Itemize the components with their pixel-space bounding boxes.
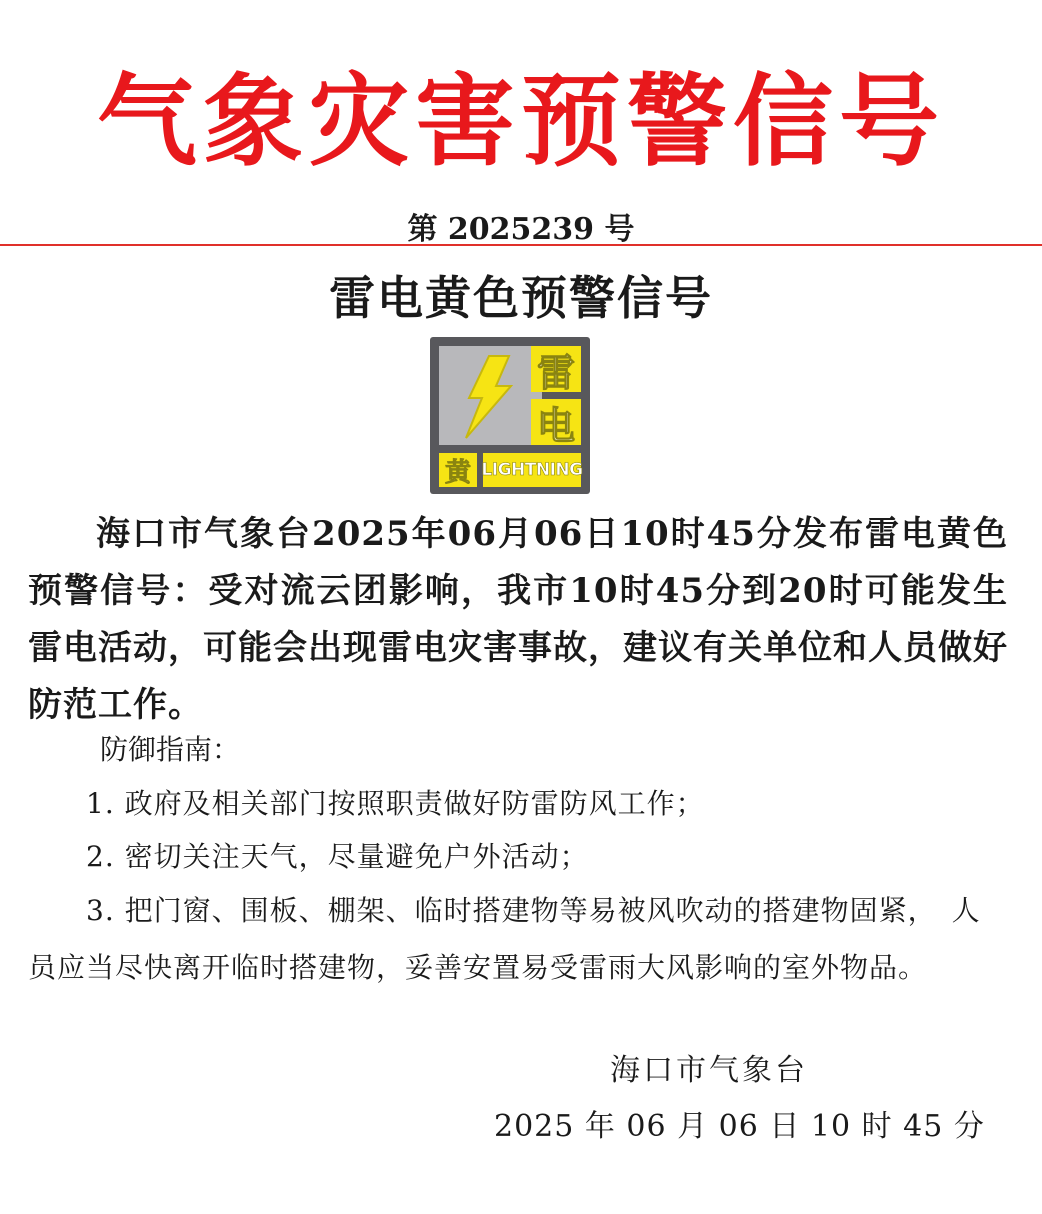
icon-char-top: 雷	[531, 346, 581, 392]
warning-paragraph: 海口市气象台2025年06月06日10时45分发布雷电黄色预警信号：受对流云团影响，我市10时45分到20时可能发生雷电活动，可能会出现雷电灾害事故，建议有关单位和人员做好防范工作。	[28, 514, 1008, 725]
signature-date: 2025 年 06 月 06 日 10 时 45 分	[494, 1109, 985, 1144]
signature-org: 海口市气象台	[610, 1053, 808, 1088]
lightning-panel	[439, 346, 542, 445]
lightning-bolt-icon	[439, 346, 542, 445]
guide-heading: 防御指南：	[100, 733, 241, 766]
guide-item-3: 3. 把门窗、围板、棚架、临时搭建物等易被风吹动的搭建物固紧， 人员应当尽快离开临时搭建物，妥善安置易受雷雨大风影响的室外物品。	[28, 894, 981, 984]
icon-label: LIGHTNING	[483, 453, 581, 487]
guide-item-2: 2. 密切关注天气，尽量避免户外活动；	[86, 840, 589, 873]
document-title: 气象灾害预警信号	[97, 63, 945, 180]
icon-level-char: 黄	[439, 453, 477, 487]
serial-number: 第 2025239 号	[407, 212, 635, 247]
signal-title: 雷电黄色预警信号	[329, 271, 713, 325]
lightning-yellow-warning-icon	[430, 337, 590, 494]
guide-item-1: 1. 政府及相关部门按照职责做好防雷防风工作；	[86, 787, 705, 820]
icon-char-bottom: 电	[531, 399, 581, 445]
red-divider	[0, 244, 1042, 246]
